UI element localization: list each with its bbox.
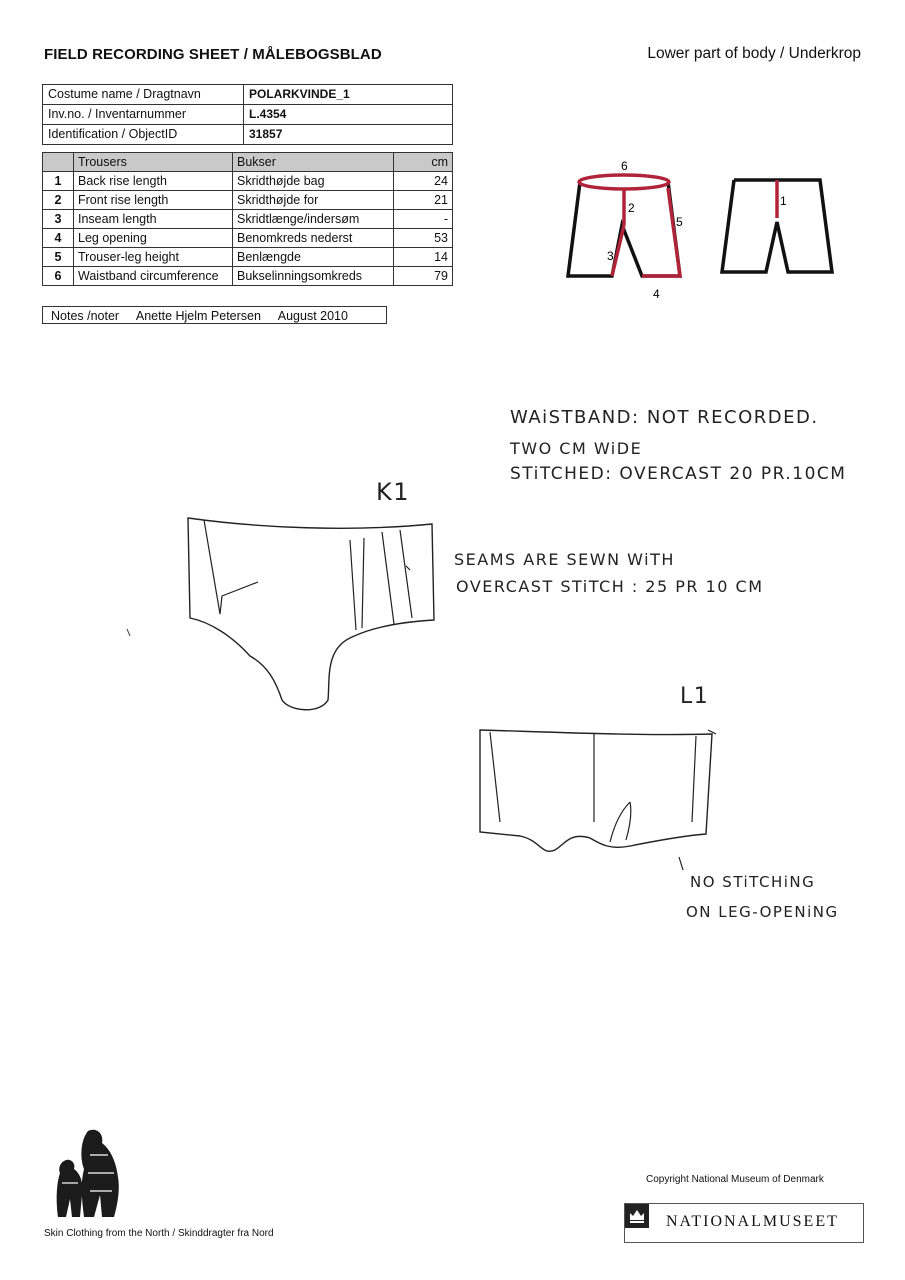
copyright-text: Copyright National Museum of Denmark: [646, 1174, 824, 1185]
table-row: [43, 85, 453, 105]
front-trousers-figure: [568, 175, 680, 276]
info-value: POLARKVINDE_1: [244, 85, 453, 105]
sketch-mark: [126, 628, 132, 638]
diagram-label-4: 4: [653, 287, 660, 301]
back-trousers-figure: [722, 180, 832, 272]
table-row: 6 Waistband circumference Bukselinningsomkreds 79: [43, 267, 453, 286]
crown-icon: [625, 1204, 649, 1228]
column-header: Trousers: [74, 153, 233, 172]
sketch-l1: [470, 722, 720, 857]
table-row: 4 Leg opening Benomkreds nederst 53: [43, 229, 453, 248]
sketch-label-l1: L1: [680, 684, 710, 709]
inseam-measure-line: [612, 225, 624, 276]
costume-info-table: [42, 84, 453, 145]
sketch-label-k1: K1: [376, 478, 411, 506]
notes-date: August 2010: [277, 309, 348, 323]
table-row: [43, 125, 453, 145]
handwritten-seams-line1: SEAMS ARE SEWN WiTH: [454, 550, 675, 569]
table-row: 2 Front rise length Skridthøjde for 21: [43, 191, 453, 210]
handwritten-nostitch-line2: ON LEG-OPENiNG: [686, 903, 839, 921]
diagram-label-1: 1: [780, 194, 787, 208]
waistband-measure-line: [579, 175, 669, 189]
sketch-k1: [180, 510, 440, 720]
column-header: cm: [394, 153, 453, 172]
diagram-label-2: 2: [628, 201, 635, 215]
table-row: 1 Back rise length Skridthøjde bag 24: [43, 172, 453, 191]
handwritten-waistband-line2: TWO CM WiDE: [510, 439, 643, 458]
handwritten-seams-line2: OVERCAST STiTCH : 25 PR 10 CM: [456, 577, 764, 596]
footer-project-name: Skin Clothing from the North / Skinddragter fra Nord: [44, 1228, 274, 1239]
table-row: [43, 105, 453, 125]
pointer-tick: [678, 856, 686, 872]
notes-box: [42, 306, 387, 324]
table-header-row: [43, 153, 453, 172]
info-label: Identification / ObjectID: [43, 125, 244, 145]
page-title: FIELD RECORDING SHEET / MÅLEBOGSBLAD: [44, 46, 382, 63]
handwritten-waistband-line1: WAiSTBAND: NOT RECORDED.: [510, 407, 819, 428]
page-subtitle: Lower part of body / Underkrop: [647, 45, 861, 62]
skin-clothing-logo-figures: [50, 1125, 130, 1221]
info-label: Costume name / Dragtnavn: [43, 85, 244, 105]
diagram-label-6: 6: [621, 159, 628, 173]
table-row: 5 Trouser-leg height Benlængde 14: [43, 248, 453, 267]
handwritten-waistband-line3: STiTCHED: OVERCAST 20 PR.10CM: [510, 464, 847, 484]
leg-measure-lines: [642, 188, 680, 276]
info-value: L.4354: [244, 105, 453, 125]
handwritten-nostitch-line1: NO STiTCHiNG: [690, 873, 816, 891]
notes-author: Anette Hjelm Petersen: [135, 309, 261, 323]
table-row: 3 Inseam length Skridtlænge/indersøm -: [43, 210, 453, 229]
notes-label: Notes /noter: [51, 309, 120, 323]
diagram-label-3: 3: [607, 249, 614, 263]
measurements-table: [42, 152, 453, 286]
column-header: Bukser: [233, 153, 394, 172]
logo-wordmark: NATIONALMUSEET: [666, 1213, 839, 1230]
trousers-measurement-diagram: [560, 150, 860, 310]
info-value: 31857: [244, 125, 453, 145]
diagram-label-5: 5: [676, 215, 683, 229]
info-label: Inv.no. / Inventarnummer: [43, 105, 244, 125]
